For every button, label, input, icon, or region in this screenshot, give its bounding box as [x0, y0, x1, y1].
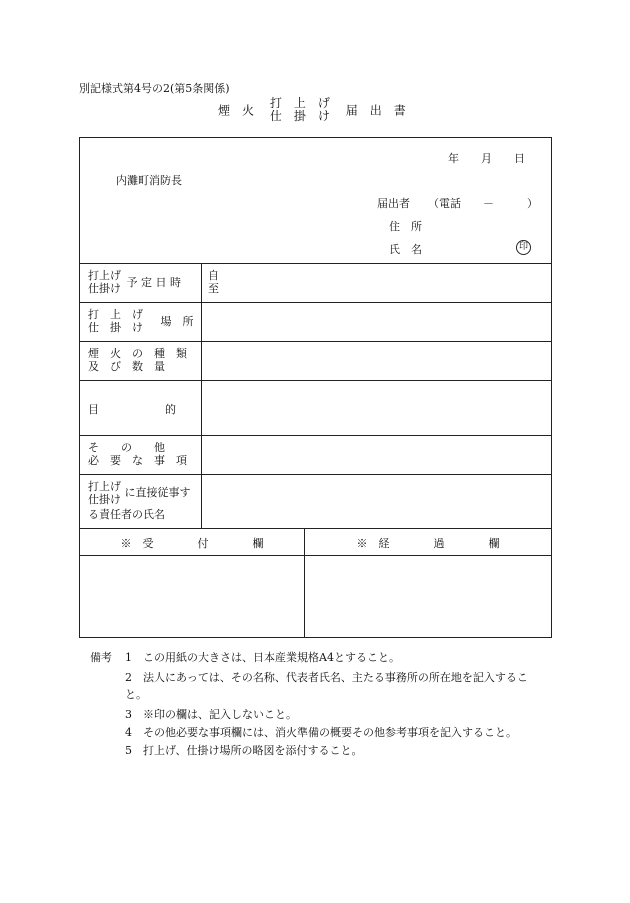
divider-row2: [80, 341, 551, 342]
row-datetime-from: 自: [208, 269, 219, 282]
addressee: 内灘町消防長: [116, 174, 182, 187]
note-3-num: 3: [125, 708, 132, 721]
divider-row6: [80, 528, 551, 529]
row-place-label-stack: [88, 308, 143, 334]
note-4-text: その他必要な事項欄には、消火準備の概要その他参考事項を記入すること。: [143, 726, 517, 739]
row-place-label-top: 打 上 げ: [88, 308, 143, 321]
row-responsible-label-line3: る責任者の氏名: [88, 508, 165, 521]
row-datetime-label-stack: [88, 269, 121, 295]
reception-cell: [82, 558, 302, 634]
row-datetime-label-suffix: 予 定 日 時: [126, 276, 181, 289]
seal-mark: 印: [516, 240, 531, 255]
row-datetime-label: [88, 269, 181, 295]
row-type-label-top: 煙 火 の 種 類: [88, 347, 187, 360]
row-responsible-label-suffix: に直接従事す: [124, 486, 191, 499]
reception-header: ※ 受 付 欄: [120, 537, 264, 550]
form-title: [218, 97, 406, 123]
row-type-label: [88, 347, 187, 373]
note-4-num: 4: [125, 726, 132, 739]
row-type-label-stack: [88, 347, 187, 373]
row-place-label: [88, 308, 194, 334]
date-label[interactable]: 年 月 日: [448, 152, 525, 165]
note-2-num: 2: [125, 671, 132, 684]
note-3-text: ※印の欄は、記入しないこと。: [143, 708, 297, 721]
title-main-right: 届 出 書: [345, 103, 406, 118]
row-responsible-label-stack: [88, 480, 121, 506]
applicant-label: 届出者: [377, 197, 410, 210]
row-type-value[interactable]: [204, 343, 549, 378]
row-datetime-label-top: 打上げ: [88, 269, 121, 282]
row-place-value[interactable]: [204, 304, 549, 339]
note-2-continuation: と。: [125, 688, 147, 701]
title-main-left: 煙 火: [218, 103, 255, 118]
divider-row5: [80, 474, 551, 475]
phone-label[interactable]: （電話 － ）: [428, 197, 538, 210]
row-place-label-suffix: 場 所: [160, 315, 194, 328]
title-stack-bottom: 仕 掛 け: [269, 109, 330, 123]
name-label: 氏 名: [389, 243, 422, 256]
row-datetime-label-bottom: 仕掛け: [88, 282, 121, 295]
row-other-value[interactable]: [204, 437, 549, 472]
row-other-label-top: そ の 他: [88, 441, 165, 454]
note-5-text: 打上げ、仕掛け場所の略図を添付すること。: [143, 744, 363, 757]
progress-cell: [307, 558, 549, 634]
row-responsible-label-bottom: 仕掛け: [88, 493, 121, 506]
divider-row3: [80, 380, 551, 381]
row-purpose-value[interactable]: [204, 382, 549, 433]
row-responsible-label-top: 打上げ: [88, 480, 121, 493]
row-purpose-label: 目 的: [88, 403, 176, 416]
note-5-num: 5: [125, 744, 132, 757]
notes-heading: 備考: [90, 651, 112, 664]
title-stack: [270, 97, 330, 123]
divider-row1: [80, 302, 551, 303]
row-responsible-value[interactable]: [204, 476, 549, 526]
note-1-num: 1: [125, 651, 132, 664]
divider-footer-header: [80, 555, 551, 556]
label-column-divider: [201, 263, 202, 528]
divider-header: [80, 263, 551, 264]
row-type-label-bottom: 及 び 数 量: [88, 360, 165, 373]
row-other-label: [88, 441, 187, 467]
address-label: 住 所: [389, 220, 422, 233]
note-1-text: この用紙の大きさは、日本産業規格A4とすること。: [143, 651, 400, 664]
row-place-label-bottom: 仕 掛 け: [88, 321, 143, 334]
row-responsible-label: [88, 480, 191, 522]
row-datetime-value[interactable]: [208, 269, 219, 295]
title-stack-top: 打 上 げ: [269, 96, 330, 110]
row-other-label-bottom: 必 要 な 事 項: [88, 454, 187, 467]
note-2-text: 法人にあっては、その名称、代表者氏名、主たる事務所の所在地を記入するこ: [143, 671, 528, 684]
divider-row4: [80, 435, 551, 436]
row-other-label-stack: [88, 441, 187, 467]
progress-header: ※ 経 過 欄: [356, 537, 500, 550]
form-number: 別記様式第4号の2(第5条関係): [79, 82, 230, 95]
seal-icon: [516, 239, 531, 255]
form-box: [79, 137, 552, 638]
row-datetime-to: 至: [208, 282, 219, 295]
